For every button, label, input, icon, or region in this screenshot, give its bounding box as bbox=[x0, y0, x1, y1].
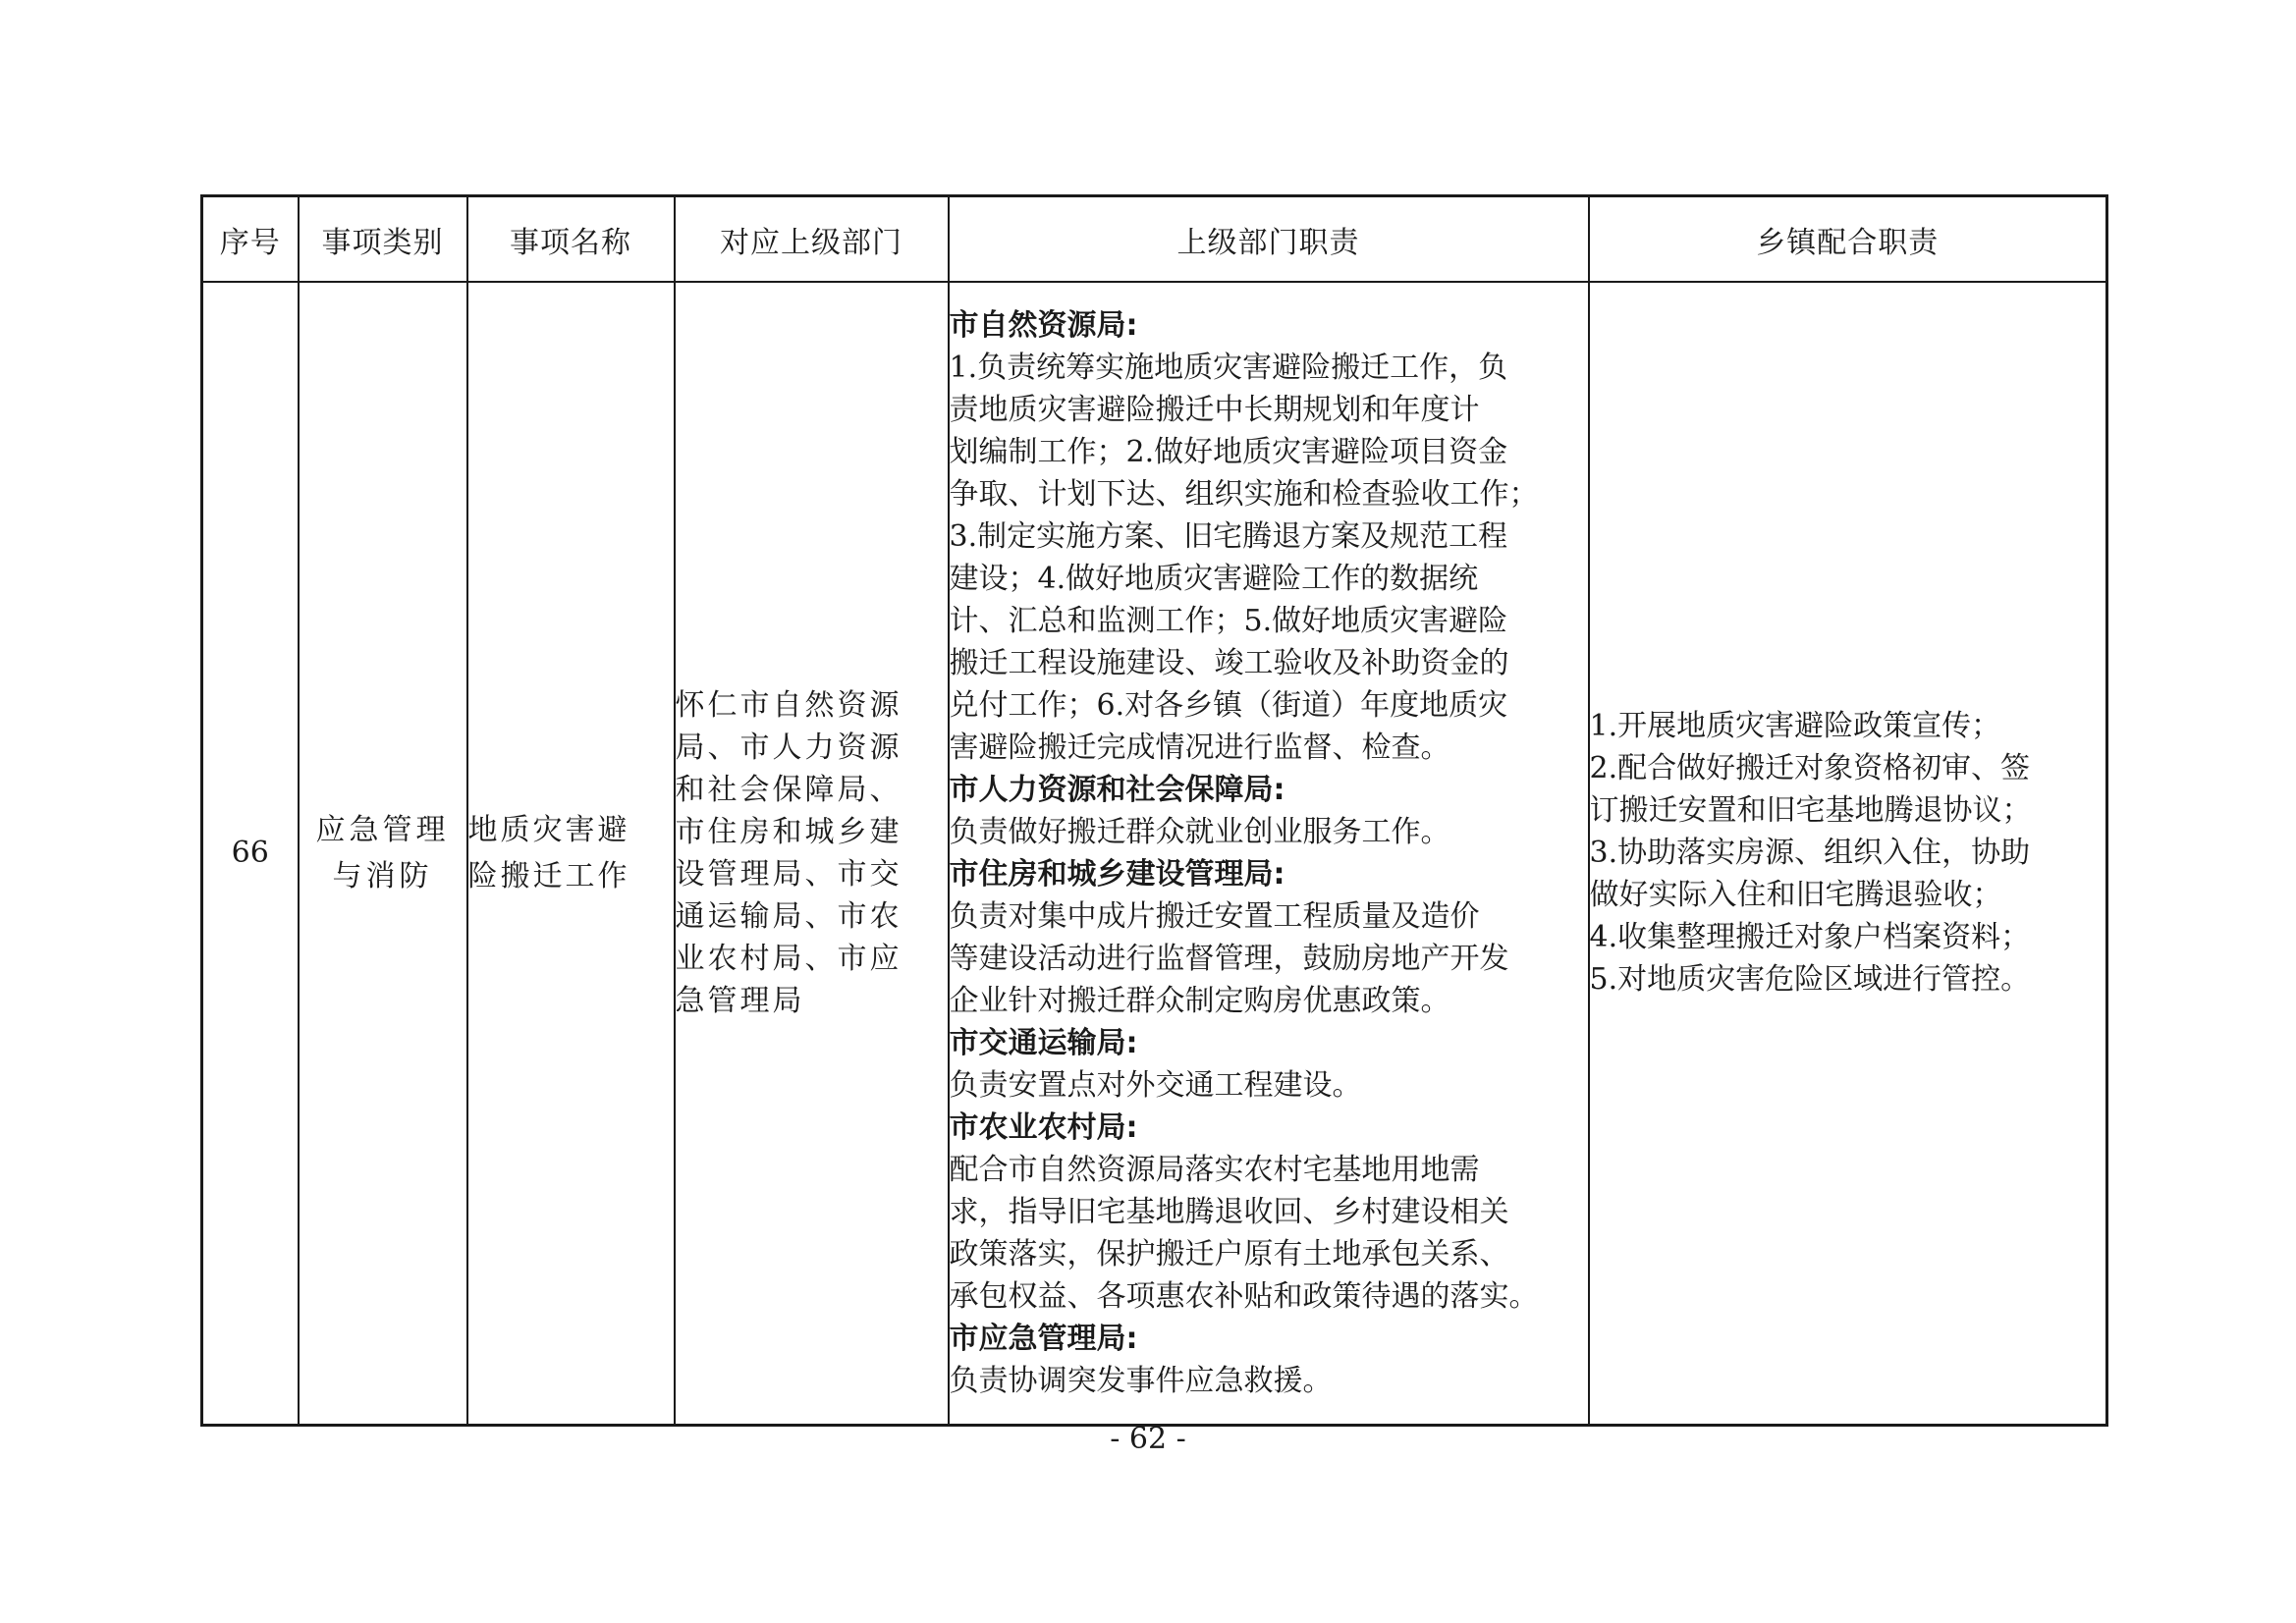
duty-line: 负责做好搬迁群众就业创业服务工作。 bbox=[949, 814, 1450, 849]
duty-line: 企业针对搬迁群众制定购房优惠政策。 bbox=[949, 983, 1450, 1018]
duty-line: 害避险搬迁完成情况进行监督、检查。 bbox=[949, 730, 1450, 765]
duty-dept-heading: 市农业农村局: bbox=[949, 1109, 1138, 1145]
town-duty-line: 5.对地质灾害危险区域进行管控。 bbox=[1589, 962, 2031, 998]
town-duty-line: 1.开展地质灾害避险政策宣传； bbox=[1589, 709, 2001, 744]
header-item-name: 事项名称 bbox=[467, 196, 675, 283]
duty-line: 等建设活动进行监督管理，鼓励房地产开发 bbox=[949, 941, 1509, 976]
dept-line: 和社会保障局、 bbox=[675, 772, 902, 807]
category-line: 应急管理 bbox=[315, 812, 450, 847]
town-duty-line: 2.配合做好搬迁对象资格初审、签 bbox=[1589, 751, 2031, 786]
town-duty-line: 做好实际入住和旧宅腾退验收； bbox=[1589, 878, 2002, 913]
duty-dept-heading: 市应急管理局: bbox=[949, 1321, 1138, 1356]
header-superior-dept: 对应上级部门 bbox=[675, 196, 949, 283]
cell-superior-duty bbox=[949, 282, 1589, 1425]
header-row bbox=[202, 196, 2107, 283]
duty-line: 兑付工作；6.对各乡镇（街道）年度地质灾 bbox=[949, 687, 1508, 723]
duty-line: 负责安置点对外交通工程建设。 bbox=[949, 1067, 1362, 1103]
duty-dept-heading: 市交通运输局: bbox=[949, 1025, 1138, 1060]
duty-table bbox=[200, 194, 2108, 1427]
table-row bbox=[202, 282, 2107, 1425]
header-town-duty: 乡镇配合职责 bbox=[1589, 196, 2107, 283]
duty-line: 求，指导旧宅基地腾退收回、乡村建设相关 bbox=[949, 1194, 1509, 1229]
duty-line: 责地质灾害避险搬迁中长期规划和年度计 bbox=[949, 392, 1480, 427]
dept-line: 局、市人力资源 bbox=[675, 730, 902, 765]
duty-line: 计、汇总和监测工作；5.做好地质灾害避险 bbox=[949, 603, 1508, 638]
dept-line: 通运输局、市农 bbox=[675, 898, 902, 934]
duty-line: 3.制定实施方案、旧宅腾退方案及规范工程 bbox=[949, 518, 1508, 554]
header-category: 事项类别 bbox=[299, 196, 467, 283]
duty-line: 负责对集中成片搬迁安置工程质量及造价 bbox=[949, 898, 1480, 934]
page-number: - 62 - bbox=[1110, 1422, 1186, 1456]
duty-dept-heading: 市人力资源和社会保障局: bbox=[949, 772, 1285, 807]
header-superior-duty: 上级部门职责 bbox=[949, 196, 1589, 283]
duty-line: 1.负责统筹实施地质灾害避险搬迁工作，负 bbox=[949, 350, 1508, 385]
item-name-line: 险搬迁工作 bbox=[467, 858, 630, 893]
dept-line: 怀仁市自然资源 bbox=[675, 687, 902, 723]
cell-seq: 66 bbox=[202, 282, 299, 1425]
header-seq: 序号 bbox=[202, 196, 299, 283]
cell-item-name bbox=[467, 282, 675, 1425]
duty-line: 配合市自然资源局落实农村宅基地用地需 bbox=[949, 1152, 1480, 1187]
duty-line: 负责协调突发事件应急救援。 bbox=[949, 1363, 1333, 1398]
dept-line: 业农村局、市应 bbox=[675, 941, 902, 976]
town-duty-line: 4.收集整理搬迁对象户档案资料； bbox=[1589, 920, 2031, 955]
cell-town-duty bbox=[1589, 282, 2107, 1425]
town-duty-line: 订搬迁安置和旧宅基地腾退协议； bbox=[1589, 793, 2032, 829]
category-line: 与消防 bbox=[332, 858, 433, 893]
duty-line: 政策落实，保护搬迁户原有土地承包关系、 bbox=[949, 1236, 1509, 1271]
duty-dept-heading: 市住房和城乡建设管理局: bbox=[949, 856, 1285, 892]
dept-line: 急管理局 bbox=[675, 983, 805, 1018]
town-duty-line: 3.协助落实房源、组织入住，协助 bbox=[1589, 836, 2031, 871]
dept-line: 设管理局、市交 bbox=[675, 856, 902, 892]
item-name-line: 地质灾害避 bbox=[467, 812, 630, 847]
duty-line: 争取、计划下达、组织实施和检查验收工作； bbox=[949, 476, 1539, 512]
duty-line: 划编制工作；2.做好地质灾害避险项目资金 bbox=[949, 434, 1508, 469]
duty-line: 搬迁工程设施建设、竣工验收及补助资金的 bbox=[949, 645, 1509, 680]
cell-superior-dept bbox=[675, 282, 949, 1425]
dept-line: 市住房和城乡建 bbox=[675, 814, 902, 849]
duty-line: 建设；4.做好地质灾害避险工作的数据统 bbox=[949, 561, 1479, 596]
duty-dept-heading: 市自然资源局: bbox=[949, 307, 1138, 343]
table-header bbox=[202, 196, 2107, 283]
cell-category bbox=[299, 282, 467, 1425]
duty-line: 承包权益、各项惠农补贴和政策待遇的落实。 bbox=[949, 1278, 1539, 1314]
